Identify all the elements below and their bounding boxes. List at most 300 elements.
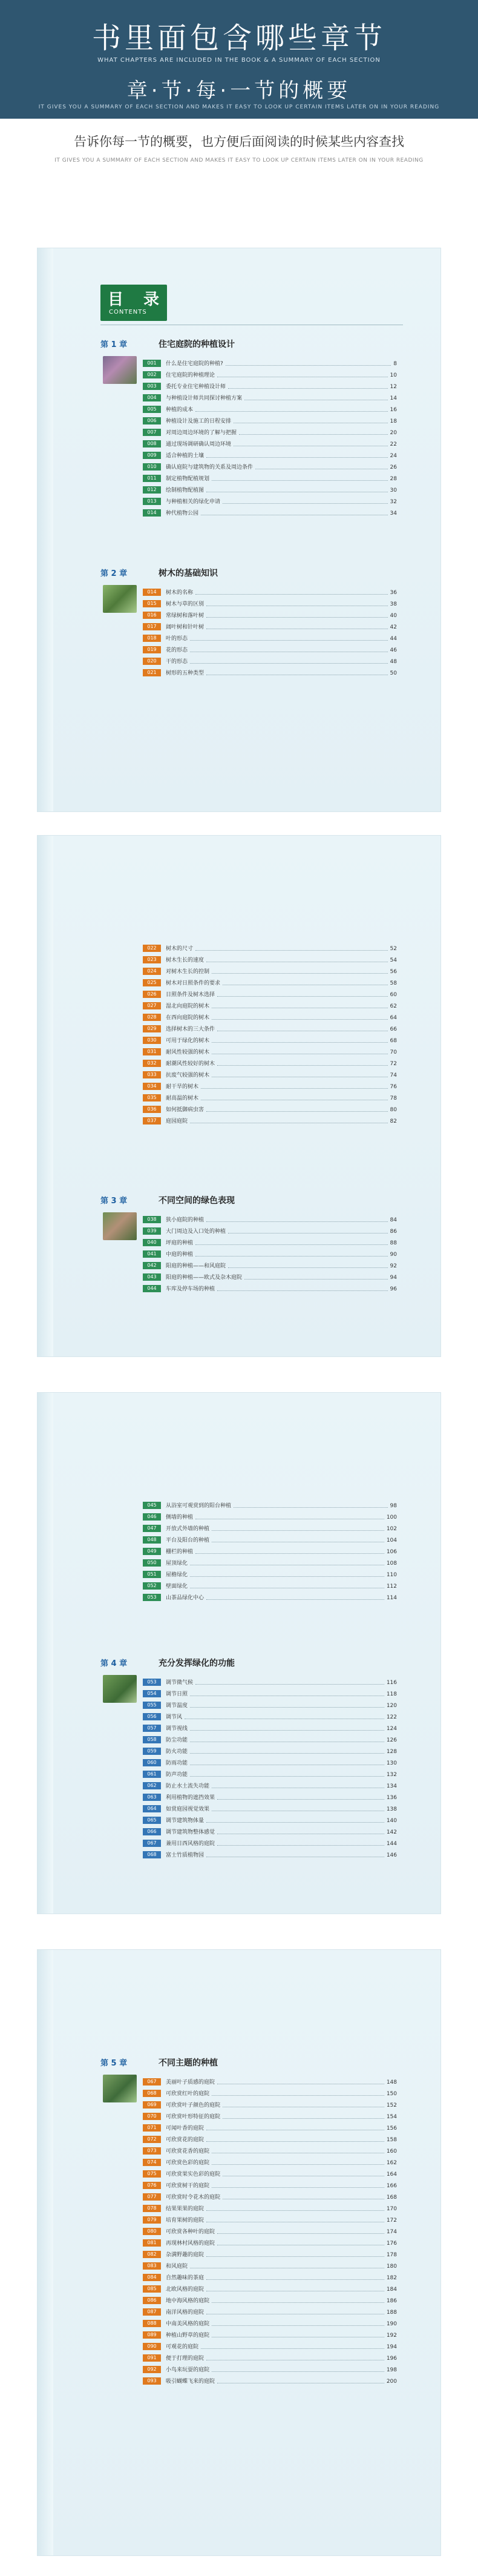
entry-number: 056 <box>143 1713 161 1720</box>
entry-title: 住宅庭院的种植理论 <box>166 372 215 378</box>
toc-entry[interactable] <box>143 440 397 449</box>
entry-title: 树木与草的区别 <box>166 601 205 607</box>
entry-page: 80 <box>390 1107 397 1113</box>
intro-text: 告诉你每一节的概要，也方便后面阅读的时候某些内容查找 <box>74 134 404 149</box>
entry-page: 128 <box>386 1749 397 1755</box>
toc-entry[interactable] <box>143 1273 397 1282</box>
entry-page: 94 <box>390 1275 397 1281</box>
toc-entry[interactable] <box>143 2377 397 2386</box>
entry-page: 24 <box>390 453 397 459</box>
toc-entry[interactable] <box>143 1840 397 1848</box>
leader-dots <box>190 1576 384 1577</box>
toc-entry[interactable] <box>143 463 397 472</box>
entry-number: 064 <box>143 1805 161 1812</box>
entry-title: 调节温度 <box>166 1703 188 1709</box>
toc-entry[interactable] <box>143 1594 397 1602</box>
entry-number: 018 <box>143 635 161 642</box>
toc-entry[interactable] <box>143 623 397 632</box>
entry-title: 湿北向庭院的树木 <box>166 1003 210 1009</box>
leader-dots <box>195 411 388 412</box>
entry-title: 从浴室可观赏到的阳台种植 <box>166 1503 232 1509</box>
entry-number: 075 <box>143 2170 161 2178</box>
entry-number: 001 <box>143 360 161 367</box>
toc-entry[interactable] <box>143 2170 397 2179</box>
entry-title: 阔叶树和针叶树 <box>166 624 205 630</box>
entry-title: 通过现场调研确认周边环境 <box>166 441 232 447</box>
entry-title: 干的形态 <box>166 659 188 665</box>
leader-dots <box>206 2141 384 2142</box>
entry-number: 091 <box>143 2354 161 2362</box>
leader-dots <box>212 1530 384 1531</box>
entry-number: 074 <box>143 2159 161 2166</box>
leader-dots <box>223 2118 384 2119</box>
entry-title: 再现林村风格的庭院 <box>166 2241 215 2247</box>
entry-number: 006 <box>143 417 161 424</box>
entry-title: 防雨功能 <box>166 1760 188 1766</box>
chapter-5 <box>100 2056 403 2529</box>
toc-entry[interactable] <box>143 1748 397 1756</box>
entry-page: 124 <box>386 1726 397 1732</box>
entry-number: 051 <box>143 1571 161 1578</box>
toc-entry[interactable] <box>143 486 397 495</box>
toc-entry[interactable] <box>143 1736 397 1745</box>
toc-entry[interactable] <box>143 2274 397 2282</box>
toc-entry[interactable] <box>143 1239 397 1247</box>
toc-entry[interactable] <box>143 1759 397 1768</box>
entry-title: 阳庭的种植——和风庭院 <box>166 1263 226 1269</box>
toc-entry[interactable] <box>143 2205 397 2213</box>
toc-entry[interactable] <box>143 371 397 380</box>
book-spine <box>38 248 53 811</box>
toc-entry[interactable] <box>143 1702 397 1710</box>
entry-title: 调节日照 <box>166 1691 188 1697</box>
entry-number: 041 <box>143 1250 161 1258</box>
entry-number: 068 <box>143 2090 161 2097</box>
toc-entry[interactable] <box>143 2113 397 2121</box>
leader-dots <box>228 1267 388 1268</box>
toc-entry[interactable] <box>143 1262 397 1270</box>
entry-page: 136 <box>386 1795 397 1801</box>
chapter-photo <box>103 585 137 613</box>
toc-entry[interactable] <box>143 1094 397 1103</box>
toc-entry[interactable] <box>143 1025 397 1034</box>
entry-title: 日照条件及树木选择 <box>166 992 215 998</box>
entry-page: 110 <box>386 1572 397 1578</box>
entry-title: 调节风 <box>166 1714 183 1720</box>
leader-dots <box>195 594 388 595</box>
toc-entry[interactable] <box>143 635 397 643</box>
toc-entry[interactable] <box>143 1794 397 1802</box>
entry-page: 76 <box>390 1084 397 1090</box>
toc-entry[interactable] <box>143 1285 397 1293</box>
entry-number: 034 <box>143 1083 161 1090</box>
entry-number: 088 <box>143 2320 161 2327</box>
entry-number: 031 <box>143 1048 161 1055</box>
entry-page: 46 <box>390 647 397 653</box>
toc-entry[interactable] <box>143 1037 397 1045</box>
entry-page: 78 <box>390 1095 397 1101</box>
toc-entry[interactable] <box>143 1679 397 1687</box>
entry-number: 048 <box>143 1536 161 1544</box>
entry-number: 029 <box>143 1025 161 1032</box>
entry-title: 耐潮风性较好的树木 <box>166 1061 215 1067</box>
entry-number: 013 <box>143 498 161 505</box>
leader-dots <box>190 1730 384 1731</box>
entry-title: 可用于绿化的树木 <box>166 1038 210 1044</box>
entry-title: 美丽叶子质感的庭院 <box>166 2079 215 2086</box>
entry-title: 与种植设计师共同探讨种植方案 <box>166 395 243 401</box>
entry-page: 14 <box>390 395 397 401</box>
entry-title: 调节建筑物体量 <box>166 1818 205 1824</box>
entry-number: 049 <box>143 1548 161 1555</box>
toc-entry[interactable] <box>143 1071 397 1080</box>
toc-entry[interactable] <box>143 1690 397 1699</box>
toc-entry[interactable] <box>143 1014 397 1022</box>
entry-page: 140 <box>386 1818 397 1824</box>
entry-title: 兼用日西风格的庭院 <box>166 1841 215 1847</box>
entry-page: 26 <box>390 464 397 471</box>
toc-entry[interactable] <box>143 1817 397 1825</box>
entry-number: 046 <box>143 1513 161 1521</box>
entry-page: 188 <box>386 2310 397 2316</box>
entry-title: 种植山野草的庭院 <box>166 2333 210 2339</box>
entry-page: 190 <box>386 2321 397 2327</box>
leader-dots <box>212 2302 384 2303</box>
entry-title: 可观花的庭院 <box>166 2344 199 2350</box>
toc-entry[interactable] <box>143 2101 397 2110</box>
leader-dots <box>228 1233 388 1234</box>
entry-title: 结果果果的庭院 <box>166 2206 205 2212</box>
entry-page: 34 <box>390 510 397 517</box>
leader-dots <box>206 457 388 458</box>
entry-title: 培育果树的庭院 <box>166 2218 205 2224</box>
banner-title: 书里面包含哪些章节 <box>91 21 386 55</box>
chapter-1 <box>100 338 403 556</box>
chapter-3-continued <box>100 1502 403 1647</box>
toc-entry[interactable] <box>143 406 397 414</box>
chapter-title: 不同主题的种植 <box>159 2058 218 2068</box>
toc-entry[interactable] <box>143 2239 397 2248</box>
entry-title: 委托专业住宅种植设计师 <box>166 384 226 390</box>
toc-entry[interactable] <box>143 2343 397 2351</box>
entry-page: 18 <box>390 418 397 424</box>
entry-number: 021 <box>143 669 161 676</box>
toc-entry[interactable] <box>143 1002 397 1011</box>
entry-page: 104 <box>386 1537 397 1544</box>
entry-title: 如赏庭园视觉效果 <box>166 1806 210 1812</box>
banner-foot-en: IT GIVES YOU A SUMMARY OF EACH SECTION AND MAKES IT EASY TO LOOK UP CERTAIN ITEMS LATER ON IN YOUR READING <box>38 104 440 110</box>
toc-entry[interactable] <box>143 1571 397 1579</box>
toc-entry[interactable] <box>143 979 397 988</box>
leader-dots <box>212 2095 384 2096</box>
toc-page-2 <box>38 836 440 1356</box>
entry-number: 032 <box>143 1060 161 1067</box>
toc-entry[interactable] <box>143 612 397 620</box>
toc-entry[interactable] <box>143 589 397 597</box>
entry-title: 对周边周边环境的了解与把握 <box>166 430 237 436</box>
entry-page: 164 <box>386 2171 397 2178</box>
entry-page: 60 <box>390 992 397 998</box>
toc-entry[interactable] <box>143 509 397 518</box>
toc-entry[interactable] <box>143 956 397 965</box>
toc-entry[interactable] <box>143 1250 397 1259</box>
entry-page: 192 <box>386 2333 397 2339</box>
toc-entry[interactable] <box>143 2308 397 2317</box>
toc-entry[interactable] <box>143 1548 397 1556</box>
entry-title: 可欣赏时令花木的庭院 <box>166 2195 221 2201</box>
entry-title: 庭园庭院 <box>166 1118 188 1125</box>
toc-entry[interactable] <box>143 1216 397 1224</box>
entry-number: 079 <box>143 2216 161 2224</box>
toc-entry[interactable] <box>143 1851 397 1860</box>
entry-title: 防声功能 <box>166 1772 188 1778</box>
toc-entry[interactable] <box>143 2251 397 2259</box>
leader-dots <box>201 2348 384 2349</box>
leader-dots <box>190 1776 384 1777</box>
entry-page: 160 <box>386 2148 397 2155</box>
entry-number: 042 <box>143 1262 161 1269</box>
toc-entry[interactable] <box>143 2124 397 2133</box>
entry-number: 017 <box>143 623 161 630</box>
entry-page: 70 <box>390 1049 397 1055</box>
toc-entry[interactable] <box>143 417 397 426</box>
toc-entry[interactable] <box>143 1536 397 1545</box>
entry-number: 093 <box>143 2377 161 2385</box>
leader-dots <box>195 950 388 951</box>
toc-entry[interactable] <box>143 1582 397 1591</box>
entry-title: 花的形态 <box>166 647 188 653</box>
entry-number: 047 <box>143 1525 161 1532</box>
entry-number: 033 <box>143 1071 161 1078</box>
toc-entry[interactable] <box>143 2262 397 2271</box>
chapter-label: 第 2 章 <box>100 569 128 578</box>
toc-entry[interactable] <box>143 2090 397 2098</box>
entry-title: 可欣赏树干的庭院 <box>166 2183 210 2189</box>
entry-page: 148 <box>386 2079 397 2086</box>
toc-entry[interactable] <box>143 1502 397 1510</box>
toc-entry[interactable] <box>143 2147 397 2156</box>
leader-dots <box>212 1042 388 1043</box>
entry-title: 耐风性较强的树木 <box>166 1049 210 1055</box>
entry-number: 072 <box>143 2136 161 2143</box>
entry-number: 043 <box>143 1273 161 1281</box>
toc-entry[interactable] <box>143 1513 397 1522</box>
leader-dots <box>244 1279 388 1280</box>
entry-number: 085 <box>143 2285 161 2293</box>
chapter-title: 住宅庭院的种植设计 <box>159 340 235 349</box>
toc-entry[interactable] <box>143 452 397 460</box>
chapter-4 <box>100 1657 403 1887</box>
toc-entry[interactable] <box>143 2159 397 2167</box>
toc-entry[interactable] <box>143 1060 397 1068</box>
leader-dots <box>239 434 388 435</box>
leader-dots <box>226 365 391 366</box>
toc-entry[interactable] <box>143 1048 397 1057</box>
entry-number: 063 <box>143 1794 161 1801</box>
entry-number: 053 <box>143 1594 161 1601</box>
entry-number: 036 <box>143 1106 161 1113</box>
toc-entry[interactable] <box>143 2297 397 2305</box>
entry-title: 大门周边及入口处的种植 <box>166 1229 226 1235</box>
toc-entry[interactable] <box>143 991 397 999</box>
entry-number: 037 <box>143 1117 161 1125</box>
entry-title: 可欣赏色彩的庭院 <box>166 2160 210 2166</box>
entry-title: 调节建筑物整体感觉 <box>166 1829 215 1835</box>
entry-title: 可欣赏叶形特征的庭院 <box>166 2114 221 2120</box>
entry-page: 176 <box>386 2241 397 2247</box>
leader-dots <box>217 1065 388 1066</box>
entry-title: 栅栏的种植 <box>166 1549 194 1555</box>
entry-title: 壁面绿化 <box>166 1584 188 1590</box>
entry-number: 035 <box>143 1094 161 1101</box>
toc-entry[interactable] <box>143 383 397 391</box>
entry-number: 087 <box>143 2308 161 2316</box>
entry-title: 山茶品绿化中心 <box>166 1595 205 1601</box>
header-banner <box>0 0 478 119</box>
entry-title: 北欧风格的庭院 <box>166 2287 205 2293</box>
entry-page: 106 <box>386 1549 397 1555</box>
chapter-label: 第 3 章 <box>100 1197 128 1206</box>
entry-number: 055 <box>143 1702 161 1709</box>
leader-dots <box>212 2325 384 2326</box>
entry-page: 116 <box>386 1680 397 1686</box>
toc-heading-en: CONTENTS <box>109 309 147 315</box>
chapter-title: 充分发挥绿化的功能 <box>159 1659 235 1668</box>
toc-entry[interactable] <box>143 1106 397 1114</box>
entry-page: 36 <box>390 590 397 596</box>
entry-number: 022 <box>143 945 161 952</box>
toc-entry[interactable] <box>143 1713 397 1722</box>
toc-entry[interactable] <box>143 2228 397 2236</box>
entry-number: 010 <box>143 463 161 471</box>
entry-title: 选择树木的三大条件 <box>166 1026 215 1032</box>
leader-dots <box>206 2279 384 2280</box>
toc-entry[interactable] <box>143 1782 397 1791</box>
entry-number: 015 <box>143 600 161 607</box>
entry-title: 富士竹质植物园 <box>166 1852 205 1858</box>
entry-page: 134 <box>386 1783 397 1789</box>
toc-entry[interactable] <box>143 945 397 953</box>
entry-page: 174 <box>386 2229 397 2235</box>
toc-entry[interactable] <box>143 658 397 666</box>
entry-title: 调节微气候 <box>166 1680 194 1686</box>
toc-entry[interactable] <box>143 669 397 678</box>
toc-entry[interactable] <box>143 360 397 368</box>
entry-page: 62 <box>390 1003 397 1009</box>
toc-entry[interactable] <box>143 968 397 976</box>
entry-number: 004 <box>143 394 161 401</box>
entry-page: 40 <box>390 613 397 619</box>
entry-page: 90 <box>390 1252 397 1258</box>
toc-entry[interactable] <box>143 2216 397 2225</box>
entry-title: 如何抵御病虫害 <box>166 1107 205 1113</box>
entry-title: 坪庭的种植 <box>166 1240 194 1246</box>
entry-page: 118 <box>386 1691 397 1697</box>
entry-number: 084 <box>143 2274 161 2281</box>
toc-entry[interactable] <box>143 1771 397 1779</box>
entry-page: 112 <box>386 1584 397 1590</box>
entry-page: 74 <box>390 1072 397 1078</box>
entry-number: 020 <box>143 658 161 665</box>
toc-entry[interactable] <box>143 1227 397 1236</box>
entry-number: 024 <box>143 968 161 975</box>
toc-entry[interactable] <box>143 1828 397 1837</box>
toc-entry[interactable] <box>143 429 397 437</box>
leader-dots <box>217 2233 384 2234</box>
toc-entry[interactable] <box>143 2331 397 2340</box>
toc-entry[interactable] <box>143 2285 397 2294</box>
chapter-label: 第 5 章 <box>100 2059 128 2068</box>
toc-entry[interactable] <box>143 2193 397 2202</box>
toc-entry[interactable] <box>143 1525 397 1533</box>
entry-page: 10 <box>390 372 397 378</box>
entry-number: 005 <box>143 406 161 413</box>
entry-number: 007 <box>143 429 161 436</box>
entry-title: 便于打理的庭院 <box>166 2356 205 2362</box>
chapter-2 <box>100 567 403 748</box>
leader-dots <box>206 1822 384 1823</box>
entry-title: 杂满野趣的庭院 <box>166 2252 205 2258</box>
toc-entry[interactable] <box>143 394 397 403</box>
entry-page: 198 <box>386 2367 397 2373</box>
entry-page: 82 <box>390 1118 397 1125</box>
toc-entry[interactable] <box>143 1559 397 1568</box>
entry-page: 142 <box>386 1829 397 1835</box>
entry-title: 种植的成本 <box>166 407 194 413</box>
entry-page: 72 <box>390 1061 397 1067</box>
entry-title: 耐干旱的树木 <box>166 1084 199 1090</box>
toc-entry[interactable] <box>143 498 397 506</box>
toc-entry[interactable] <box>143 2182 397 2190</box>
entry-page: 30 <box>390 487 397 494</box>
entry-number: 076 <box>143 2182 161 2189</box>
leader-dots <box>206 1111 388 1112</box>
leader-dots <box>228 388 388 389</box>
entry-number: 068 <box>143 1851 161 1858</box>
leader-dots <box>195 1256 388 1257</box>
entry-page: 156 <box>386 2125 397 2132</box>
toc-entry[interactable] <box>143 2078 397 2087</box>
toc-entry[interactable] <box>143 1083 397 1091</box>
toc-page-1 <box>38 248 440 811</box>
toc-entry[interactable] <box>143 1117 397 1126</box>
entry-page: 38 <box>390 601 397 607</box>
toc-entry[interactable] <box>143 600 397 609</box>
toc-entry[interactable] <box>143 475 397 483</box>
entry-title: 树木生长的速度 <box>166 957 205 963</box>
leader-dots <box>206 2210 384 2211</box>
toc-entry[interactable] <box>143 1805 397 1814</box>
toc-entry[interactable] <box>143 2136 397 2144</box>
entry-number: 025 <box>143 979 161 986</box>
entry-title: 可欣赏叶子颜色的庭院 <box>166 2102 221 2109</box>
toc-entry[interactable] <box>143 2354 397 2363</box>
entry-number: 039 <box>143 1227 161 1235</box>
entry-number: 066 <box>143 1828 161 1835</box>
leader-dots <box>206 617 388 618</box>
entry-title: 和风庭院 <box>166 2264 188 2270</box>
toc-entry[interactable] <box>143 1725 397 1733</box>
toc-entry[interactable] <box>143 646 397 655</box>
toc-entry[interactable] <box>143 2366 397 2374</box>
leader-dots <box>195 1553 384 1554</box>
chapter-2-continued <box>100 945 403 1157</box>
entry-number: 089 <box>143 2331 161 2339</box>
toc-entry[interactable] <box>143 2320 397 2328</box>
entry-page: 182 <box>386 2275 397 2281</box>
entry-title: 树木的名称 <box>166 590 194 596</box>
entry-number: 053 <box>143 1679 161 1686</box>
